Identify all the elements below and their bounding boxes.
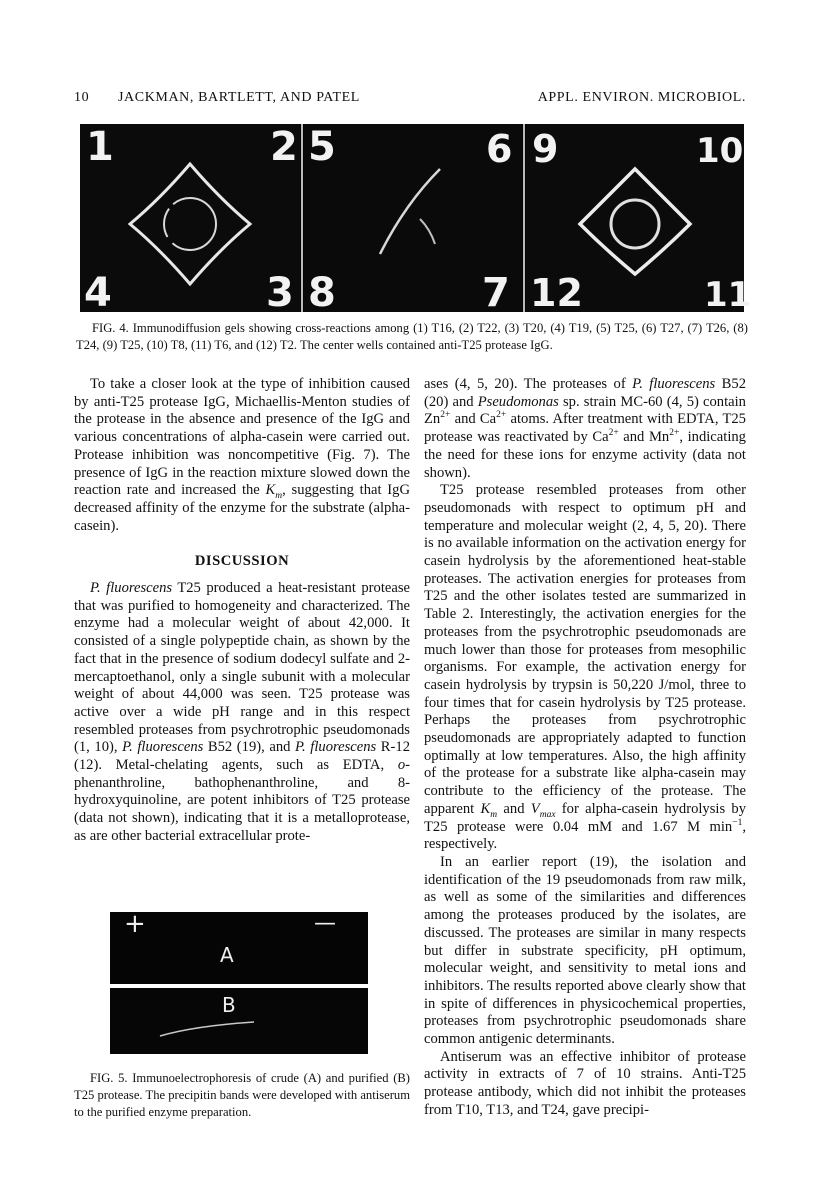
figure-4-image <box>80 124 752 316</box>
journal-name: APPL. ENVIRON. MICROBIOL. <box>537 90 746 105</box>
well-label: 7 <box>482 270 510 316</box>
text-run: and <box>497 800 531 817</box>
text-run: for alpha-casein hydrolysis by T25 protease were 0.04 mM and 1.67 M min <box>424 800 747 835</box>
figure-4-caption-text: FIG. 4. Immunodiffusion gels showing cross-reactions among (1) T16, (2) T22, (3) T20, (4) T19, (5) T25, (6) T27, (7) T26, (8) T24, (9) T25, (10) T8, (11) T6, and (12) T2. The center wells contained anti-T25 protease IgG. <box>76 321 748 352</box>
text-run: V <box>530 800 540 817</box>
gel-panel-2 <box>304 124 522 316</box>
text-run: B52 (20) and <box>424 376 746 410</box>
well-label: 6 <box>486 127 513 171</box>
text-run: 2+ <box>669 428 680 439</box>
well-label: 4 <box>84 270 112 316</box>
well-label: 2 <box>270 124 298 170</box>
text-run: −1 <box>732 817 743 828</box>
lane-label-b: B <box>222 993 236 1017</box>
text-run: B52 (19), and <box>203 739 296 756</box>
text-run: 2+ <box>440 410 451 421</box>
well-label: 9 <box>532 127 559 171</box>
lane-label-a: A <box>220 943 234 967</box>
text-run: o <box>397 757 406 774</box>
plus-sign: + <box>124 909 146 939</box>
paragraph <box>74 580 410 846</box>
text-run: Pseudomonas <box>477 393 559 410</box>
text-run: and Mn <box>618 429 670 446</box>
paragraph: In an earlier report (19), the isolation and identification of the 19 pseudomonads from raw milk, as well as some of the similarities and differences among the proteases produced by the isolates, are discussed. The proteases are similar in many respects but differ in substrate specificity, pH optimum, molecular weight, and sensitivity to metal ions and inhibitors. The results reported above clearly show that in spite of differences in physicochemical properties, proteases from psychrotrophic pseudomonads share common antigenic determinants. <box>424 853 746 1048</box>
well-label: 8 <box>308 270 336 316</box>
text-run: K <box>480 800 491 817</box>
left-column <box>74 376 410 846</box>
running-header <box>74 90 746 110</box>
well-label: 3 <box>266 270 294 316</box>
text-run: and Ca <box>450 411 497 428</box>
gel-panel-1 <box>80 124 300 316</box>
text-run: m <box>275 491 283 502</box>
text-run: sp. strain MC-60 (4, 5) contain Zn <box>424 393 746 428</box>
text-run: ases (4, 5, 20). The proteases of <box>424 376 633 392</box>
figure-5-caption <box>74 1070 410 1121</box>
text-run: -phenanthroline, bathophenanthroline, and 8-hydroxyquinoline, are potent inhibitors of T25 protease (data not shown), indicating that it is a metalloprotease, as are other bacterial extracellular prote- <box>74 757 410 844</box>
text-run: P. fluorescens <box>122 739 204 756</box>
text-run: atoms. After treatment with EDTA, T25 protease was reactivated by Ca <box>424 411 746 446</box>
minus-sign: — <box>314 911 336 936</box>
well-label: 11 <box>704 275 752 315</box>
right-column <box>424 376 746 1120</box>
well-label: 10 <box>696 131 744 171</box>
well-label: 12 <box>530 271 583 315</box>
figure-5-image <box>104 908 374 1058</box>
figure-4-immunodiffusion <box>80 124 752 316</box>
section-heading: DISCUSSION <box>194 553 290 570</box>
text-run: m <box>490 809 498 820</box>
text-run: max <box>539 809 556 820</box>
text-run: , suggesting that IgG decreased affinity of the enzyme for the substrate (alpha-casein). <box>74 482 410 534</box>
text-run: To take a closer look at the type of inhibition caused by anti-T25 protease IgG, Michaellis-Menton studies of the protease in the absence and presence of the IgG and various concentrations of alpha-casein were carried out. Protease inhibition was noncompetitive (Fig. 7). The presence of IgG in the reaction mixture slowed down the reaction rate and increased the <box>74 376 410 499</box>
text-run: , indicating the need for these ions for enzyme activity (data not shown). <box>424 429 746 481</box>
page-number: 10 <box>74 90 90 105</box>
paragraph <box>74 376 410 535</box>
text-run: P. fluorescens <box>295 739 377 756</box>
text-run: T25 protease resembled proteases from other pseudomonads with respect to optimum pH and temperature and molecular weight (2, 4, 5, 20). There is no available information on the activation energy for casein hydrolysis by the aforementioned heat-stable proteases. The activation energies for proteases from T25 and the other isolates tested are summarized in Table 2. Interestingly, the activation energies for the proteases from the psychrotrophic pseudomonads are much lower than those for proteases from mesophilic organisms. For example, the activation energy for casein hydrolysis by trypsin is 50,220 J/mol, three to four times that for casein hydrolysis by T25 protease. Perhaps the proteases from psychrotrophic pseudomonads are appropriately adapted to function optimally at low temperatures. Also, the high affinity of the protease for a substrate like alpha-casein may contribute to the efficiency of the protease. The apparent <box>424 482 746 817</box>
text-run: 2+ <box>608 428 619 439</box>
paragraph <box>424 482 746 854</box>
running-authors: JACKMAN, BARTLETT, AND PATEL <box>118 90 360 105</box>
figure-4-caption <box>76 320 748 354</box>
text-run: P. fluorescens <box>90 580 173 597</box>
figure-5-caption-text: FIG. 5. Immunoelectrophoresis of crude (A) and purified (B) T25 protease. The precipitin bands were developed with antiserum to the purified enzyme preparation. <box>74 1071 410 1119</box>
text-run: 2+ <box>496 410 507 421</box>
well-label: 1 <box>86 124 114 170</box>
text-run: , respectively. <box>424 818 746 853</box>
paragraph <box>424 376 746 482</box>
text-run: P. fluorescens <box>632 376 716 392</box>
well-label: 5 <box>308 124 336 170</box>
paragraph: Antiserum was an effective inhibitor of protease activity in extracts of 7 of 10 strains. Anti-T25 protease antibody, which did not inhibit the proteases from T10, T13, and T24, gave precipi- <box>424 1048 746 1118</box>
text-run: K <box>265 482 276 499</box>
text-run: T25 produced a heat-resistant protease that was purified to homogeneity and characterized. The enzyme had a molecular weight of about 42,000. It consisted of a single polypeptide chain, as shown by the fact that in the presence of sodium dodecyl sulfate and 2-mercaptoethanol, only a single subunit with a molecular weight of about 44,000 was seen. T25 protease was active over a wide pH range and in this respect resembled proteases from psychrotrophic pseudomonads (1, 10), <box>74 580 410 756</box>
text-run: R-12 (12). Metal-chelating agents, such as EDTA, <box>74 739 410 774</box>
figure-5-immunoelectrophoresis <box>104 908 374 1058</box>
gel-panel-3 <box>526 124 751 315</box>
